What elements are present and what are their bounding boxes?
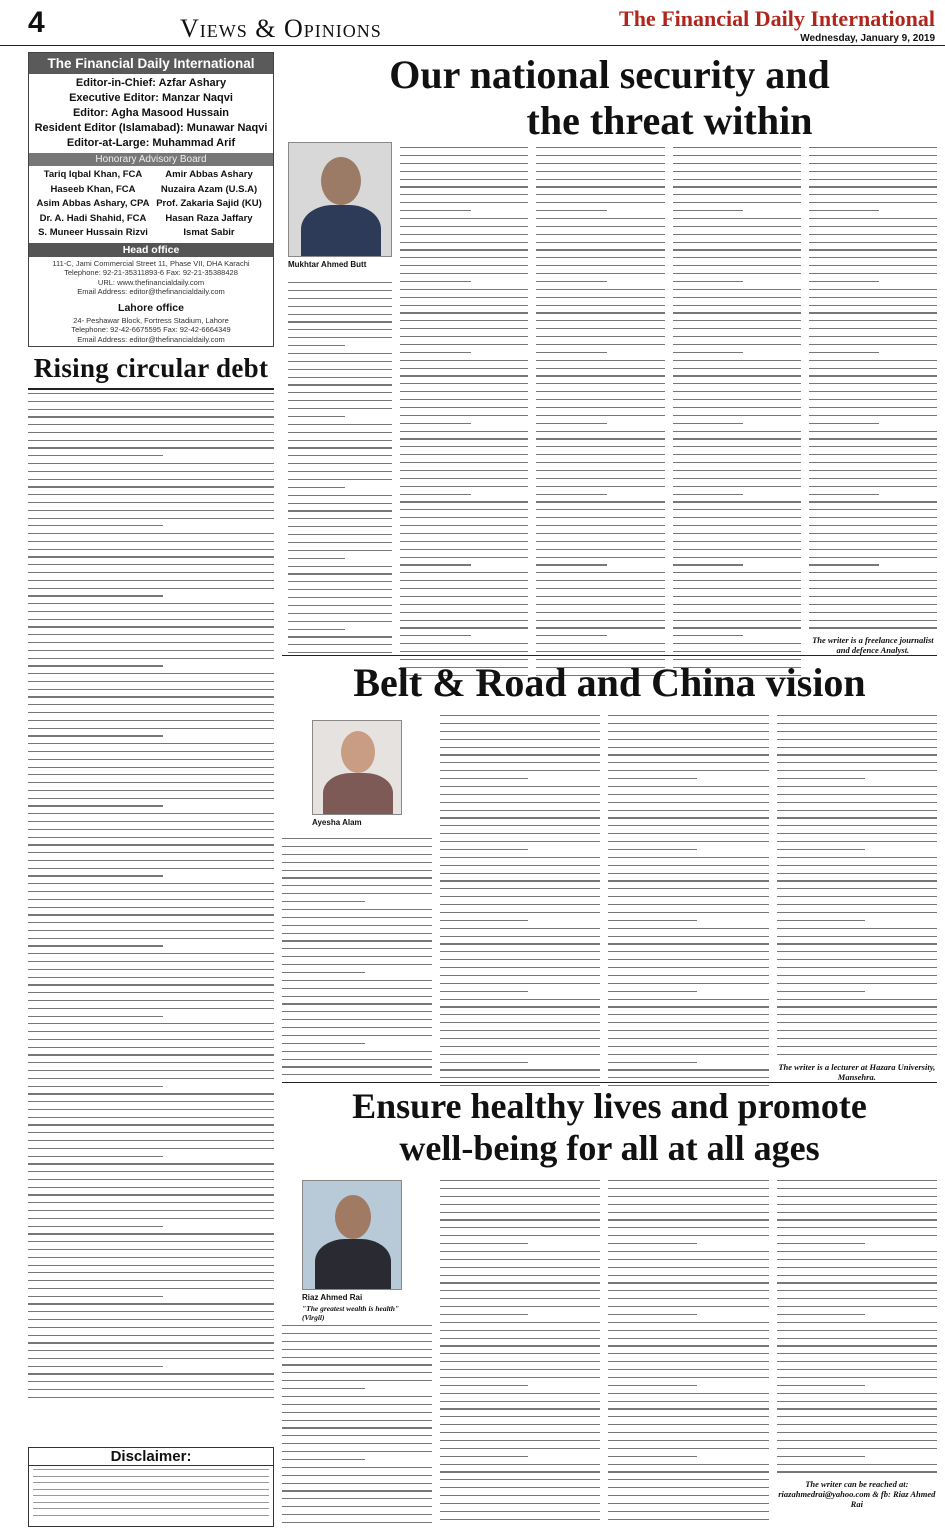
author-tagline: The writer is a lecturer at Hazara University, Mansehra. [778, 1061, 936, 1082]
address-line: 24- Peshawar Block, Fortress Stadium, Lahore [73, 315, 229, 325]
paper-name: The Financial Daily International [619, 6, 935, 31]
lahore-office-address [29, 314, 273, 347]
author-tagline: The writer can be reached at: riazahmedrai@yahoo.com & fb: Riaz Ahmed Rai [778, 1479, 936, 1510]
board-member: Hasan Raza Jaffary [165, 212, 253, 224]
board-member: Prof. Zakaria Sajid (KU) [156, 198, 262, 209]
author-name: Mukhtar Ahmed Butt [288, 260, 367, 269]
author-name: Ayesha Alam [312, 818, 362, 827]
advisory-board-title: Honorary Advisory Board [29, 153, 273, 166]
board-member: Nuzaira Azam (U.S.A) [160, 183, 258, 195]
article-healthy-lives [282, 1085, 937, 1530]
address-line: Telephone: 92-42-6675595 Fax: 92-42-6664349 [71, 325, 231, 334]
board-member: Tariq Iqbal Khan, FCA [43, 169, 143, 180]
article-column [288, 282, 392, 662]
article-title [282, 52, 937, 144]
title-line: well-being for all at all ages [399, 1128, 820, 1168]
address-line: Telephone: 92-21-35311893-6 Fax: 92-21-35388428 [64, 268, 238, 277]
address-line: Email Address: editor@thefinancialdaily.com [77, 334, 225, 344]
page-number: 4 [28, 6, 45, 39]
editorial-title: Rising circular debt [33, 353, 269, 383]
editor-line: Editor-in-Chief: Azfar Ashary [75, 77, 227, 89]
disclaimer-box [28, 1447, 274, 1527]
page-header [0, 0, 945, 46]
divider [28, 388, 274, 390]
head-office-address [29, 257, 273, 299]
divider [282, 1082, 937, 1083]
board-member: Ismat Sabir [183, 227, 235, 238]
article-title [282, 1085, 937, 1169]
paper-date: Wednesday, January 9, 2019 [800, 33, 935, 44]
author-box [312, 720, 402, 827]
editor-line: Executive Editor: Manzar Naqvi [69, 92, 233, 104]
author-box [302, 1180, 402, 1322]
title-line: the threat within [526, 98, 813, 143]
board-member: Haseeb Khan, FCA [50, 183, 136, 195]
author-photo [288, 142, 392, 257]
title-line: Ensure healthy lives and promote [352, 1086, 867, 1126]
divider [282, 655, 937, 656]
author-name: Riaz Ahmed Rai [302, 1293, 363, 1302]
advisory-board [29, 166, 273, 243]
article-columns [440, 1180, 937, 1525]
address-line: URL: www.thefinancialdaily.com [97, 277, 205, 287]
article-title: Belt & Road and China vision [353, 660, 866, 705]
article-columns [400, 147, 937, 656]
article-national-security [282, 52, 937, 662]
board-member: Dr. A. Hadi Shahid, FCA [39, 212, 147, 224]
left-column [28, 52, 274, 1530]
author-photo [312, 720, 402, 815]
board-member: S. Muneer Hussain Rizvi [38, 227, 148, 238]
head-office-title: Head office [29, 243, 273, 257]
article-column [282, 838, 432, 1078]
lahore-office-title: Lahore office [118, 301, 184, 314]
author-tagline: The writer is a freelance journalist and defence Analyst. [812, 635, 934, 656]
board-member: Amir Abbas Ashary [165, 169, 253, 180]
disclaimer-body [29, 1466, 273, 1524]
editorial-body [28, 393, 274, 1403]
text-lines [28, 393, 274, 1398]
author-photo [302, 1180, 402, 1290]
disclaimer-title: Disclaimer: [29, 1448, 273, 1466]
masthead-editors [29, 74, 273, 153]
editor-line: Editor: Agha Masood Hussain [72, 107, 230, 119]
editor-line: Resident Editor (Islamabad): Munawar Naqvi [34, 122, 268, 134]
editor-line: Editor-at-Large: Muhammad Arif [66, 137, 236, 149]
article-column [282, 1325, 432, 1525]
masthead-title: The Financial Daily International [29, 53, 273, 74]
author-quote: "The greatest wealth is health" (Virgil) [302, 1304, 400, 1322]
article-belt-road [282, 660, 937, 1080]
author-box [288, 142, 392, 269]
article-columns [440, 715, 937, 1082]
board-member: Asim Abbas Ashary, CPA [36, 198, 150, 209]
title-line: Our national security and [389, 52, 830, 97]
address-line: 111-C, Jami Commercial Street 11, Phase VII, DHA Karachi [52, 258, 250, 268]
address-line: Email Address: editor@thefinancialdaily.com [77, 287, 225, 296]
section-title: Views & Opinions [180, 14, 382, 43]
masthead [28, 52, 274, 347]
